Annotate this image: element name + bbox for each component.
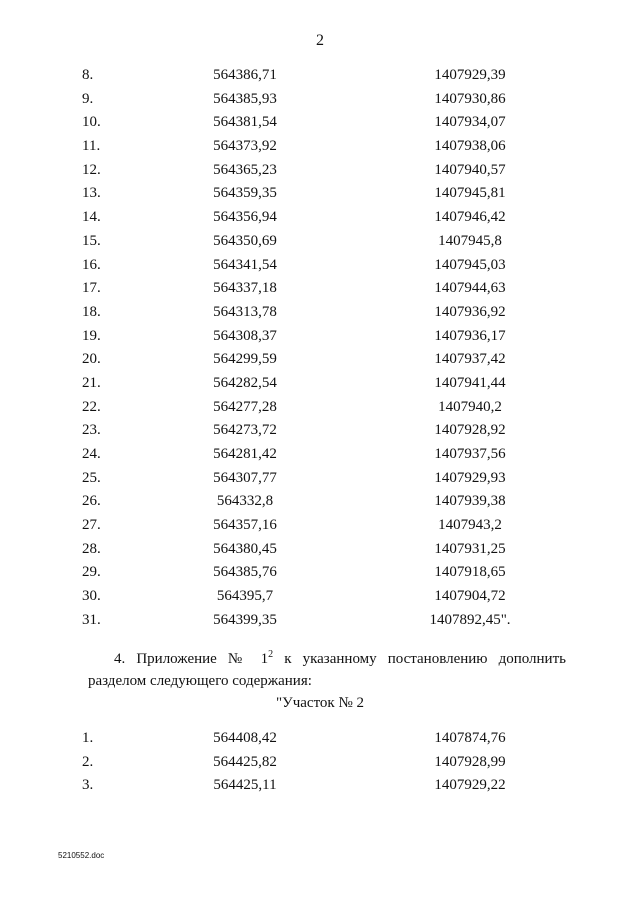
point-number: 10. bbox=[82, 114, 101, 131]
point-number: 15. bbox=[82, 232, 101, 249]
coordinate-y: 1407936,17 bbox=[434, 327, 506, 344]
coordinate-x: 564425,11 bbox=[213, 777, 277, 794]
amendment-paragraph bbox=[88, 648, 566, 692]
table-row bbox=[0, 64, 640, 88]
coordinate-x: 564313,78 bbox=[213, 303, 277, 320]
point-number: 26. bbox=[82, 493, 101, 510]
coordinate-x: 564356,94 bbox=[213, 209, 277, 226]
point-number: 1. bbox=[82, 730, 94, 746]
coordinate-y: 1407892,45". bbox=[429, 611, 511, 628]
coordinate-x: 564425,82 bbox=[213, 753, 277, 770]
coordinate-y: 1407937,42 bbox=[434, 351, 506, 368]
coordinate-y: 1407945,81 bbox=[434, 185, 506, 202]
table-row bbox=[0, 135, 640, 159]
point-number: 28. bbox=[82, 540, 101, 557]
coordinate-y: 1407945,03 bbox=[434, 256, 506, 273]
table-row bbox=[0, 585, 640, 609]
point-number: 21. bbox=[82, 374, 101, 391]
amendment-line-2: разделом следующего содержания: bbox=[88, 673, 312, 689]
coordinate-x: 564299,59 bbox=[213, 351, 277, 368]
point-number: 17. bbox=[82, 280, 101, 297]
table-row bbox=[0, 159, 640, 183]
table-row bbox=[0, 538, 640, 562]
coordinates-table bbox=[0, 64, 640, 633]
coordinate-y: 1407938,06 bbox=[434, 138, 506, 155]
table-row bbox=[0, 514, 640, 538]
page-number: 2 bbox=[316, 32, 324, 49]
coordinate-x: 564341,54 bbox=[213, 256, 277, 273]
table-row bbox=[0, 277, 640, 301]
table-row bbox=[0, 206, 640, 230]
table-row bbox=[0, 774, 640, 798]
point-number: 19. bbox=[82, 327, 101, 344]
coordinate-x: 564357,16 bbox=[213, 517, 277, 534]
coordinate-x: 564308,37 bbox=[213, 327, 277, 344]
coordinate-x: 564385,93 bbox=[213, 90, 277, 107]
point-number: 30. bbox=[82, 588, 101, 605]
coordinate-x: 564307,77 bbox=[213, 469, 277, 486]
point-number: 8. bbox=[82, 67, 94, 83]
table-row bbox=[0, 88, 640, 112]
point-number: 29. bbox=[82, 564, 101, 581]
coordinate-x: 564381,54 bbox=[213, 114, 277, 131]
coordinate-y: 1407928,92 bbox=[434, 422, 506, 439]
point-number: 22. bbox=[82, 398, 101, 415]
coordinate-y: 1407918,65 bbox=[434, 564, 506, 581]
coordinate-x: 564332,8 bbox=[216, 493, 274, 510]
table-row bbox=[0, 751, 640, 775]
coordinate-y: 1407945,8 bbox=[438, 232, 502, 249]
point-number: 14. bbox=[82, 209, 101, 226]
coordinate-x: 564350,69 bbox=[213, 232, 277, 249]
coordinate-x: 564380,45 bbox=[213, 540, 277, 557]
table-row bbox=[0, 348, 640, 372]
table-row bbox=[0, 443, 640, 467]
table-row bbox=[0, 467, 640, 491]
coordinate-x: 564373,92 bbox=[213, 138, 277, 155]
coordinate-x: 564359,35 bbox=[213, 185, 277, 202]
point-number: 18. bbox=[82, 303, 101, 320]
coordinate-y: 1407931,25 bbox=[434, 540, 506, 557]
table-row bbox=[0, 325, 640, 349]
coordinate-y: 1407929,39 bbox=[434, 67, 506, 83]
section-title: "Участок № 2 bbox=[275, 695, 365, 711]
coordinate-x: 564282,54 bbox=[213, 374, 277, 391]
coordinate-y: 1407934,07 bbox=[434, 114, 506, 131]
point-number: 27. bbox=[82, 517, 101, 534]
table-row bbox=[0, 301, 640, 325]
point-number: 25. bbox=[82, 469, 101, 486]
point-number: 24. bbox=[82, 446, 101, 462]
coordinate-x: 564281,42 bbox=[213, 446, 277, 462]
point-number: 23. bbox=[82, 422, 101, 439]
point-number: 9. bbox=[82, 90, 94, 107]
amendment-line-1 bbox=[88, 648, 566, 670]
point-number: 31. bbox=[82, 611, 101, 628]
coordinate-y: 1407940,57 bbox=[434, 161, 506, 178]
point-number: 2. bbox=[82, 753, 94, 770]
table-row bbox=[0, 182, 640, 206]
point-number: 13. bbox=[82, 185, 101, 202]
coordinate-y: 1407930,86 bbox=[434, 90, 506, 107]
coordinate-y: 1407929,93 bbox=[434, 469, 506, 486]
coordinate-x: 564273,72 bbox=[213, 422, 277, 439]
coordinate-x: 564337,18 bbox=[213, 280, 277, 297]
point-number: 16. bbox=[82, 256, 101, 273]
coordinate-x: 564385,76 bbox=[213, 564, 277, 581]
coordinate-x: 564277,28 bbox=[213, 398, 277, 415]
coordinate-y: 1407943,2 bbox=[438, 517, 502, 534]
coordinate-y: 1407929,22 bbox=[434, 777, 506, 794]
coordinate-x: 564399,35 bbox=[213, 611, 277, 628]
amendment-text-end: к указанному постановлению дополнить bbox=[273, 651, 566, 667]
point-number: 3. bbox=[82, 777, 94, 794]
point-number: 11. bbox=[82, 138, 101, 155]
coordinate-x: 564408,42 bbox=[213, 730, 277, 746]
annex-superscript: 2 bbox=[268, 649, 274, 660]
coordinate-y: 1407928,99 bbox=[434, 753, 506, 770]
coordinate-y: 1407944,63 bbox=[434, 280, 506, 297]
coordinate-x: 564395,7 bbox=[216, 588, 274, 605]
point-number: 20. bbox=[82, 351, 101, 368]
table-row bbox=[0, 727, 640, 751]
coordinate-y: 1407904,72 bbox=[434, 588, 506, 605]
coordinate-x: 564386,71 bbox=[213, 67, 277, 83]
table-row bbox=[0, 111, 640, 135]
document-filename: 5210552.doc bbox=[58, 851, 105, 860]
table-row bbox=[0, 419, 640, 443]
table-row bbox=[0, 490, 640, 514]
table-row bbox=[0, 561, 640, 585]
coordinate-y: 1407939,38 bbox=[434, 493, 506, 510]
coordinate-y: 1407874,76 bbox=[434, 730, 506, 746]
plot-2-coordinates-table bbox=[0, 727, 640, 798]
table-row bbox=[0, 396, 640, 420]
amendment-text-start: 4. Приложение № 1 bbox=[114, 651, 269, 667]
table-row bbox=[0, 372, 640, 396]
coordinate-x: 564365,23 bbox=[213, 161, 277, 178]
coordinate-y: 1407937,56 bbox=[434, 446, 506, 462]
table-row bbox=[0, 254, 640, 278]
coordinate-y: 1407940,2 bbox=[438, 398, 502, 415]
coordinate-y: 1407946,42 bbox=[434, 209, 506, 226]
table-row bbox=[0, 609, 640, 633]
coordinate-y: 1407941,44 bbox=[434, 374, 506, 391]
table-row bbox=[0, 230, 640, 254]
coordinate-y: 1407936,92 bbox=[434, 303, 506, 320]
point-number: 12. bbox=[82, 161, 101, 178]
